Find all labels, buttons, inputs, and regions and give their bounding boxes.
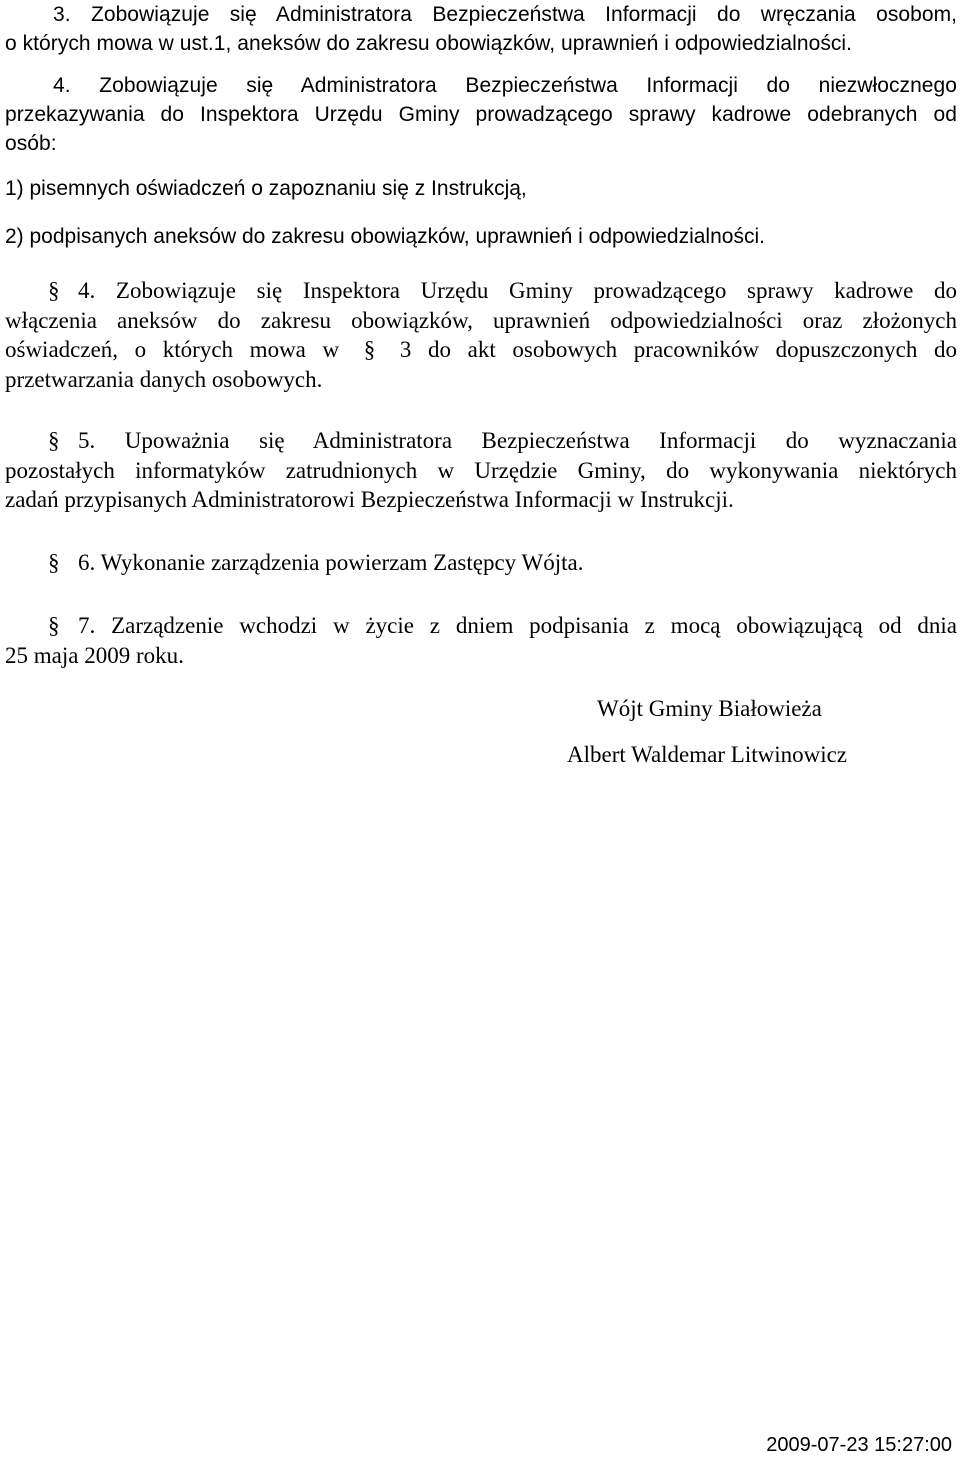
section-sign-icon: § [48, 550, 60, 575]
point-4-line-2: przekazywania do Inspektora Urzędu Gminy prowadzącego sprawy kadrowe odebranych od [5, 103, 957, 126]
point-4 [5, 71, 957, 158]
section-5-line-2: pozostałych informatyków zatrudnionych w Urzędzie Gminy, do wykonywania niektórych [5, 457, 957, 483]
section-5-line-3: zadań przypisanych Administratorowi Bezpieczeństwa Informacji w Instrukcji. [5, 487, 734, 512]
signature-title: Wójt Gminy Białowieża [597, 696, 822, 721]
section-4-line-1 [5, 276, 957, 306]
point-4-text-1: Zobowiązuje się Administratora Bezpieczeństwa Informacji do niezwłocznego [99, 74, 957, 97]
section-4-line-3 [5, 335, 957, 365]
point-4-line-1 [5, 71, 957, 100]
point-3 [5, 0, 957, 58]
section-4-number: 4. [78, 278, 96, 303]
section-6-text-1: Wykonanie zarządzenia powierzam Zastępcy Wójta. [100, 550, 584, 575]
point-3-text-1: Zobowiązuje się Administratora Bezpieczeństwa Informacji do wręczania osobom, [90, 3, 958, 26]
section-4-text-1: Zobowiązuje się Inspektora Urzędu Gminy prowadzącego sprawy kadrowe do [115, 278, 957, 303]
section-7 [5, 611, 957, 670]
section-5 [5, 426, 957, 515]
point-3-line-1 [5, 0, 957, 29]
section-4-text-3b: 3 do akt osobowych pracowników dopuszczonych do [399, 337, 958, 362]
signature-name: Albert Waldemar Litwinowicz [567, 742, 848, 767]
list-item-2: 2) podpisanych aneksów do zakresu obowiązków, uprawnień i odpowiedzialności. [5, 225, 765, 248]
section-sign-icon-inline: § [363, 337, 376, 362]
section-6-line-1 [5, 548, 957, 578]
section-sign-icon: § [48, 278, 60, 303]
section-7-text-1: Zarządzenie wchodzi w życie z dniem podpisania z mocą obowiązującą od dnia [111, 613, 958, 638]
timestamp: 2009-07-23 15:27:00 [766, 1434, 952, 1456]
section-4-text-3: oświadczeń, o których mowa w [5, 337, 340, 362]
section-4-line-4: przetwarzania danych osobowych. [5, 366, 323, 392]
point-4-number: 4. [53, 74, 71, 97]
section-4 [5, 276, 957, 394]
point-3-number: 3. [53, 3, 71, 26]
point-4-line-3: osób: [5, 132, 57, 155]
section-6-number: 6. [78, 550, 96, 575]
section-5-number: 5. [78, 428, 96, 453]
point-3-line-2: o których mowa w ust.1, aneksów do zakresu obowiązków, uprawnień i odpowiedzialności. [5, 32, 853, 55]
section-6 [5, 548, 957, 578]
list-item-1: 1) pisemnych oświadczeń o zapoznaniu się z Instrukcją, [5, 177, 527, 200]
section-4-line-2: włączenia aneksów do zakresu obowiązków, uprawnień odpowiedzialności oraz złożonych [5, 307, 957, 333]
section-7-number: 7. [78, 613, 96, 638]
section-7-line-2: 25 maja 2009 roku. [5, 642, 184, 668]
section-5-text-1: Upoważnia się Administratora Bezpieczeństwa Informacji do wyznaczania [124, 428, 957, 453]
section-sign-icon: § [48, 613, 60, 638]
section-sign-icon: § [48, 428, 60, 453]
section-5-line-1 [5, 426, 957, 456]
section-7-line-1 [5, 611, 957, 641]
